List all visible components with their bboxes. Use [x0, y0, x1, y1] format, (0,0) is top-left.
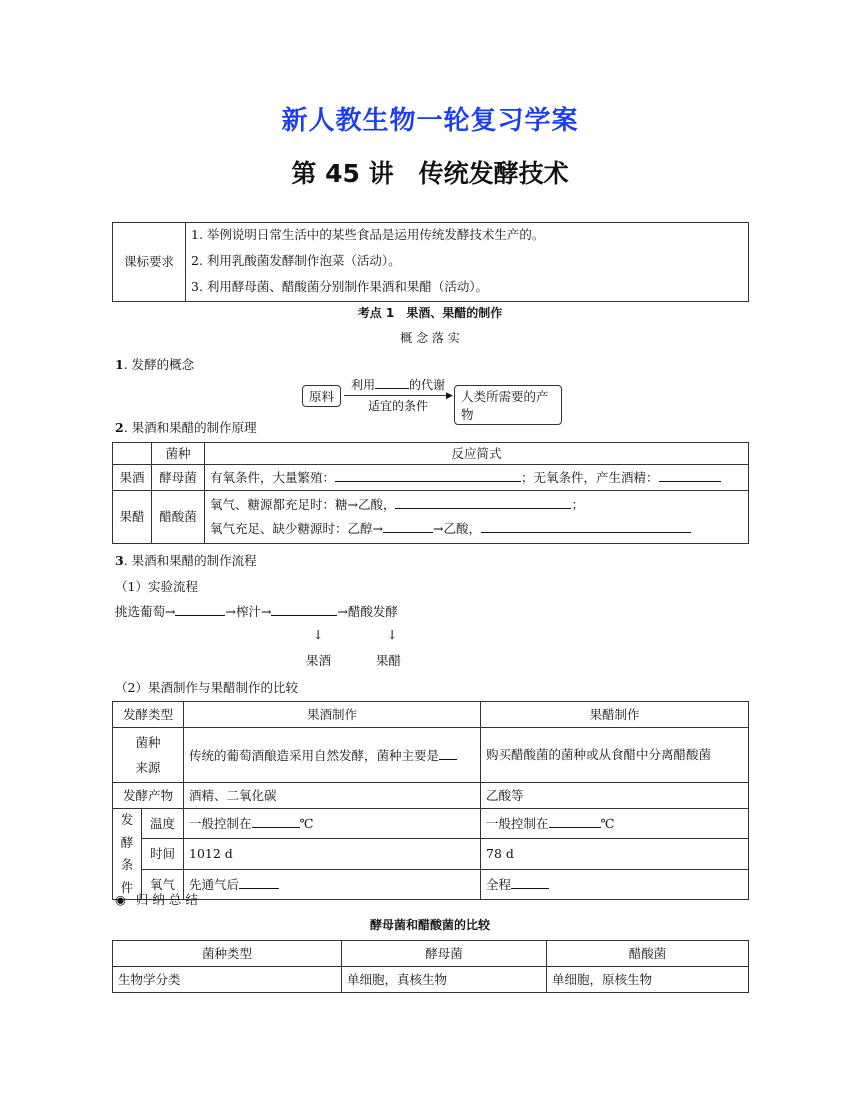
item-heading: 3. 果酒和果醋的制作流程 — [115, 553, 257, 568]
summary-label: ◉ 归 纳 总 结 — [115, 892, 198, 907]
column-header: 菌种 — [152, 443, 205, 465]
row-label: 生物学分类 — [113, 967, 342, 993]
curriculum-item: 2. 利用乳酸菌发酵制作泡菜（活动）。 — [186, 246, 749, 272]
table-title: 酵母菌和醋酸菌的比较 — [369, 918, 490, 932]
down-arrow-icon: ↓ — [313, 627, 324, 642]
item-heading: 2. 果酒和果醋的制作原理 — [115, 420, 257, 435]
arrow-label-top: 利用 的代谢 — [350, 378, 446, 392]
raw-material-box: 原料 — [302, 385, 341, 407]
row-label: 氧气 — [142, 869, 184, 899]
column-header: 果醋制作 — [481, 702, 749, 728]
flow-output: 果酒 — [306, 653, 332, 668]
process-flow: 挑选葡萄→ →榨汁→ →醋酸发酵 — [115, 604, 398, 619]
row-label: 时间 — [142, 839, 184, 869]
table-cell: 乙酸等 — [481, 783, 749, 809]
section-subheading: 概 念 落 实 — [400, 331, 460, 345]
sub-heading: （1）实验流程 — [115, 579, 198, 594]
column-header: 酵母菌 — [342, 941, 547, 967]
table-cell: 一般控制在 ℃ — [481, 809, 749, 839]
down-arrow-icon: ↓ — [387, 627, 398, 642]
table-cell: 78 d — [481, 839, 749, 869]
document-title: 新人教生物一轮复习学案 — [281, 106, 579, 136]
bullet-icon: ◉ — [115, 892, 126, 907]
curriculum-label: 课标要求 — [113, 223, 186, 302]
table-cell: 1012 d — [184, 839, 481, 869]
table-cell: 先通气后 — [184, 869, 481, 899]
table-cell: 传统的葡萄酒酿造采用自然发酵，菌种主要是 — [184, 728, 481, 783]
sub-heading: （2）果酒制作与果醋制作的比较 — [115, 680, 298, 695]
column-header: 果酒制作 — [184, 702, 481, 728]
table-cell: 酒精、二氧化碳 — [184, 783, 481, 809]
arrow-line — [344, 395, 450, 396]
yeast-acetobacter-table — [112, 940, 749, 993]
row-label: 发酵 条件 — [113, 809, 142, 900]
row-label: 发酵产物 — [113, 783, 184, 809]
lesson-title: 第 45 讲 传统发酵技术 — [291, 159, 569, 188]
strain-cell: 醋酸菌 — [152, 491, 205, 544]
item-heading: 1. 发酵的概念 — [115, 357, 195, 372]
reaction-cell: 氧气、糖源都充足时：糖→乙酸， ； 氧气充足、缺少糖源时：乙醇→ →乙酸， — [205, 491, 749, 544]
arrow-head-icon: ▶ — [446, 391, 453, 401]
strain-cell: 酵母菌 — [152, 465, 205, 491]
row-label: 果醋 — [113, 491, 152, 544]
column-header: 反应简式 — [205, 443, 749, 465]
curriculum-table — [112, 222, 749, 302]
curriculum-item: 1. 举例说明日常生活中的某些食品是运用传统发酵技术生产的。 — [186, 223, 749, 246]
column-header: 醋酸菌 — [547, 941, 749, 967]
flow-output: 果醋 — [376, 653, 402, 668]
concept-diagram — [302, 376, 562, 422]
product-box: 人类所需要的产物 — [454, 385, 562, 425]
row-label: 果酒 — [113, 465, 152, 491]
comparison-table — [112, 701, 749, 900]
table-cell: 单细胞，原核生物 — [547, 967, 749, 993]
table-cell: 全程 — [481, 869, 749, 899]
table-cell: 单细胞，真核生物 — [342, 967, 547, 993]
column-header: 菌种类型 — [113, 941, 342, 967]
column-header: 发酵类型 — [113, 702, 184, 728]
row-label: 菌种 来源 — [113, 728, 184, 783]
principle-table — [112, 442, 749, 544]
section-heading: 考点 1 果酒、果醋的制作 — [357, 306, 503, 320]
reaction-cell: 有氧条件，大量繁殖： ；无氧条件，产生酒精： — [205, 465, 749, 491]
curriculum-item: 3. 利用酵母菌、醋酸菌分别制作果酒和果醋（活动）。 — [186, 272, 749, 302]
arrow-label-bottom: 适宜的条件 — [367, 399, 428, 413]
row-label: 温度 — [142, 809, 184, 839]
table-cell: 购买醋酸菌的菌种或从食醋中分离醋酸菌 — [481, 728, 749, 783]
table-cell: 一般控制在 ℃ — [184, 809, 481, 839]
